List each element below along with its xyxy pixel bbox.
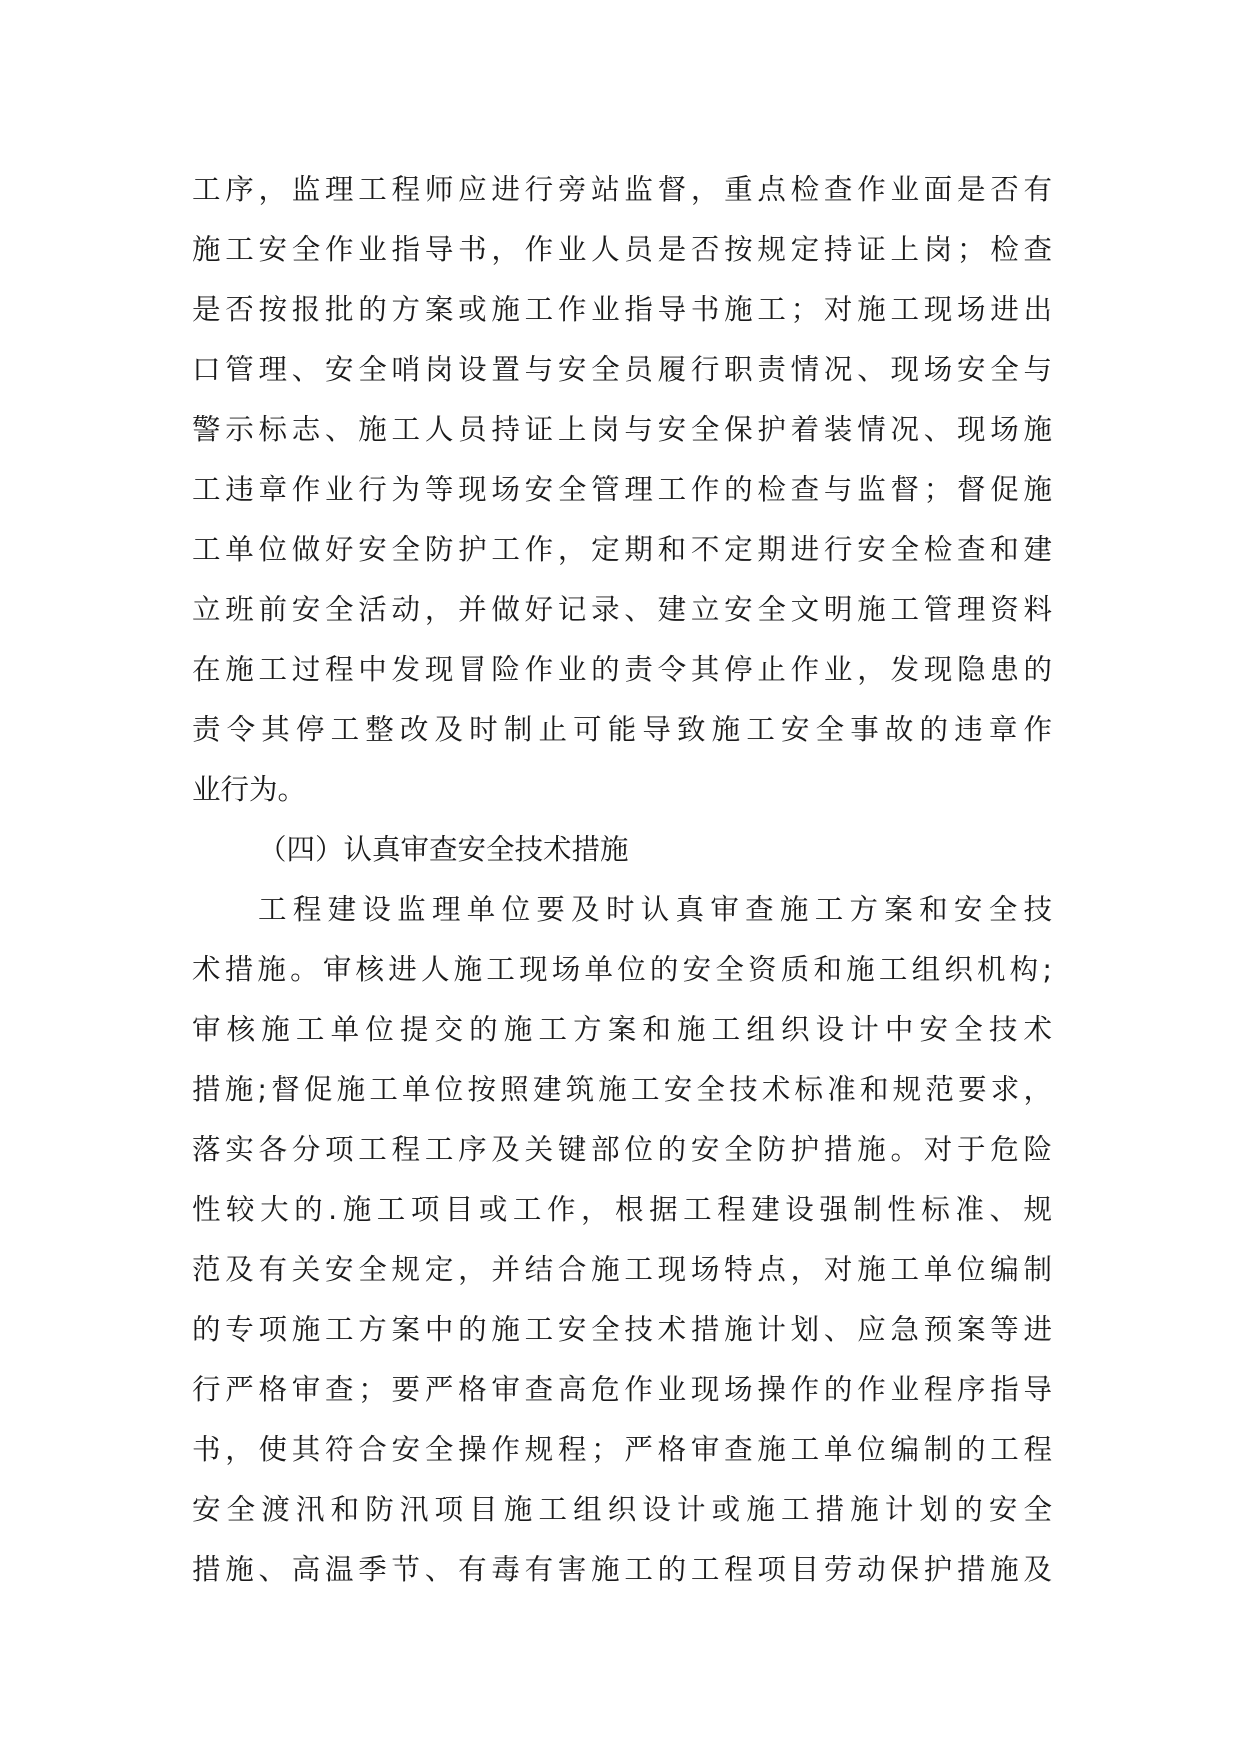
- text-line: 行严格审查；要严格审查高危作业现场操作的作业程序指导: [192, 1373, 1052, 1406]
- text-line: 立班前安全活动，并做好记录、建立安全文明施工管理资料: [192, 593, 1052, 626]
- text-line: 术措施。审核进人施工现场单位的安全资质和施工组织机构;: [192, 953, 1052, 986]
- text-line: 措施;督促施工单位按照建筑施工安全技术标准和规范要求，: [192, 1073, 1052, 1106]
- text-line: 在施工过程中发现冒险作业的责令其停止作业，发现隐患的: [192, 653, 1052, 686]
- text-line: 警示标志、施工人员持证上岗与安全保护着装情况、现场施: [192, 413, 1052, 446]
- text-line: 措施、高温季节、有毒有害施工的工程项目劳动保护措施及: [192, 1553, 1052, 1586]
- document-body: [192, 160, 1052, 1600]
- text-line: 工程建设监理单位要及时认真审查施工方案和安全技: [258, 893, 1052, 926]
- text-line: 施工安全作业指导书，作业人员是否按规定持证上岗；检查: [192, 233, 1052, 266]
- text-line: 是否按报批的方案或施工作业指导书施工；对施工现场进出: [192, 293, 1052, 326]
- text-line: 工序，监理工程师应进行旁站监督，重点检查作业面是否有: [192, 173, 1052, 206]
- text-line: 的专项施工方案中的施工安全技术措施计划、应急预案等进: [192, 1313, 1052, 1346]
- text-line: 工违章作业行为等现场安全管理工作的检查与监督；督促施: [192, 473, 1052, 506]
- text-line: 业行为。: [192, 773, 307, 806]
- text-line: 性较大的.施工项目或工作，根据工程建设强制性标准、规: [192, 1193, 1052, 1226]
- text-line: 审核施工单位提交的施工方案和施工组织设计中安全技术: [192, 1013, 1052, 1046]
- text-line: 口管理、安全哨岗设置与安全员履行职责情况、现场安全与: [192, 353, 1052, 386]
- text-line: 落实各分项工程工序及关键部位的安全防护措施。对于危险: [192, 1133, 1052, 1166]
- section-heading: （四）认真审查安全技术措施: [258, 833, 629, 866]
- text-line: 工单位做好安全防护工作，定期和不定期进行安全检查和建: [192, 533, 1052, 566]
- text-line: 责令其停工整改及时制止可能导致施工安全事故的违章作: [192, 713, 1052, 746]
- text-line: 书，使其符合安全操作规程；严格审查施工单位编制的工程: [192, 1433, 1052, 1466]
- text-line: 范及有关安全规定，并结合施工现场特点，对施工单位编制: [192, 1253, 1052, 1286]
- text-line: 安全渡汛和防汛项目施工组织设计或施工措施计划的安全: [192, 1493, 1052, 1526]
